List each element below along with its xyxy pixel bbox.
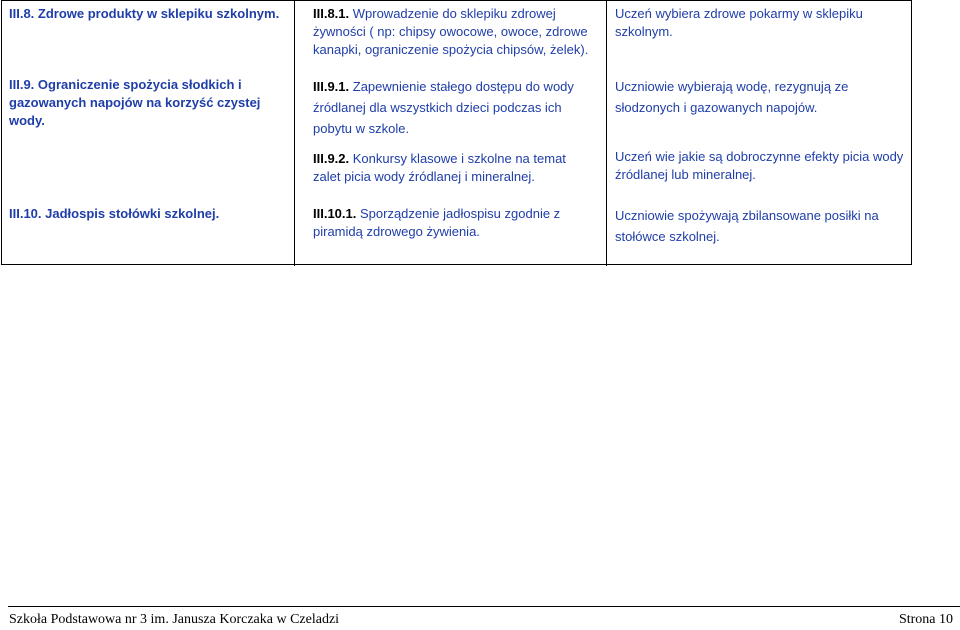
task-title: III.10. Jadłospis stołówki szkolnej. bbox=[9, 206, 220, 221]
outcome: Uczeń wybiera zdrowe pokarmy w sklepiku szkolnym. bbox=[615, 6, 863, 39]
task-title: III.9. Ograniczenie spożycia słodkich i gazowanych napojów na korzyść czystej wody. bbox=[9, 77, 261, 128]
column-divider bbox=[294, 1, 295, 266]
footer-rule bbox=[8, 606, 960, 607]
outcome: Uczeń wie jakie są dobroczynne efekty picia wody źródlanej lub mineralnej. bbox=[615, 149, 904, 182]
task-title: III.8. Zdrowe produkty w sklepiku szkolnym. bbox=[9, 6, 280, 21]
activity: III.8.1. Wprowadzenie do sklepiku zdrowej żywności ( np: chipsy owocowe, owoce, zdrowe kanapki, ograniczenie spożycia chipsów, żelek). bbox=[313, 6, 589, 57]
column-divider bbox=[606, 1, 607, 266]
footer-page-number: Strona 10 bbox=[898, 612, 953, 627]
footer-school: Szkoła Podstawowa nr 3 im. Janusza Korczaka w Czeladzi bbox=[9, 612, 340, 627]
outcome: Uczniowie spożywają zbilansowane posiłki na stołówce szkolnej. bbox=[615, 208, 879, 244]
activity: III.9.2. Konkursy klasowe i szkolne na temat zalet picia wody źródlanej i mineralnej. bbox=[313, 151, 566, 184]
outcome: Uczniowie wybierają wodę, rezygnują ze słodzonych i gazowanych napojów. bbox=[615, 79, 849, 115]
activity: III.10.1. Sporządzenie jadłospisu zgodnie z piramidą zdrowego żywienia. bbox=[313, 206, 561, 239]
activity: III.9.1. Zapewnienie stałego dostępu do wody źródlanej dla wszystkich dzieci podczas ich pobytu w szkole. bbox=[313, 79, 574, 136]
